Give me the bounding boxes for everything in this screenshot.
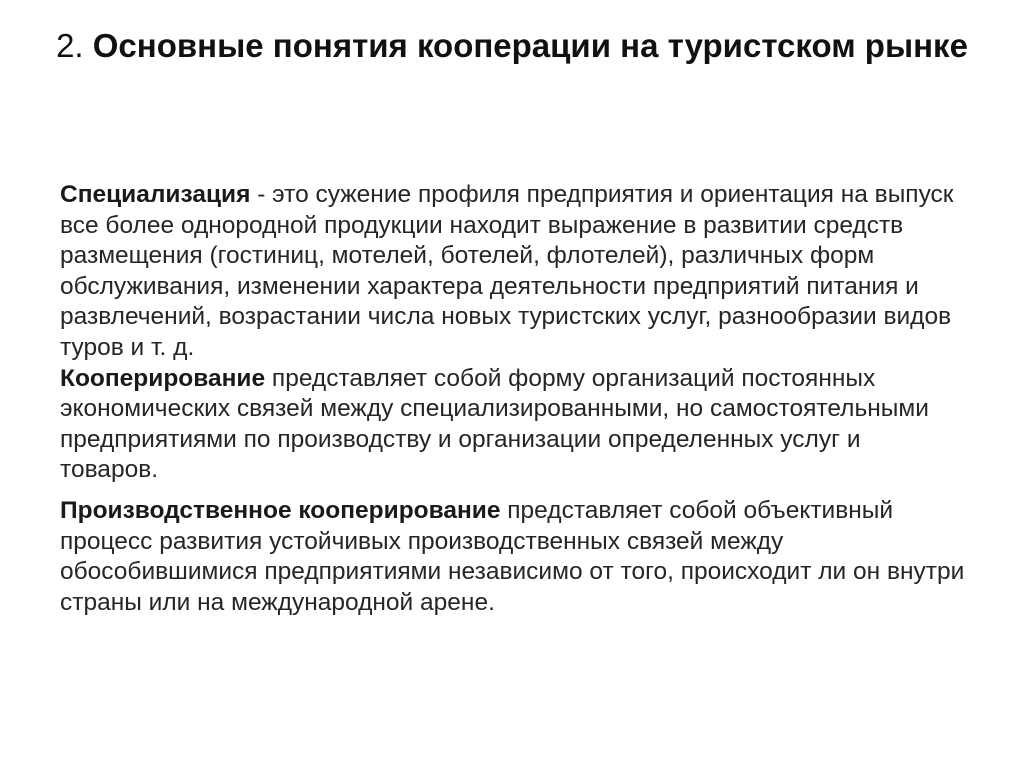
paragraph-production-cooperation [60,496,965,618]
definition-cooperation: представляет собой форму организаций постоянных экономических связей между специализированными, но самостоятельными предприятиями по производству и организации определенных услуг и товаров. [60,364,929,484]
term-production-cooperation: Производственное кооперирование [60,496,501,524]
slide-title [40,22,984,70]
term-specialization: Специализация [60,181,251,208]
definition-production-cooperation: представляет собой объективный процесс развития устойчивых производственных связей между обособившимися предприятиями независимо от того, происходит ли он внутри страны или на международной арене. [60,496,965,616]
paragraph-specialization [60,180,965,486]
definition-specialization: - это сужение профиля предприятия и ориентация на выпуск все более однородной продукции находит выражение в развитии средств размещения (гостиниц, мотелей, ботелей, флотелей), различных форм обслуживания, изменении характера деятельности предприятий питания и развлечений, возрастании числа новых туристских услуг, разнообразии видов туров и т. д. [60,181,954,361]
title-number: 2. [56,27,84,64]
slide-body [60,180,965,618]
title-text: Основные понятия кооперации на туристском рынке [92,27,968,64]
term-cooperation: Кооперирование [60,364,266,392]
